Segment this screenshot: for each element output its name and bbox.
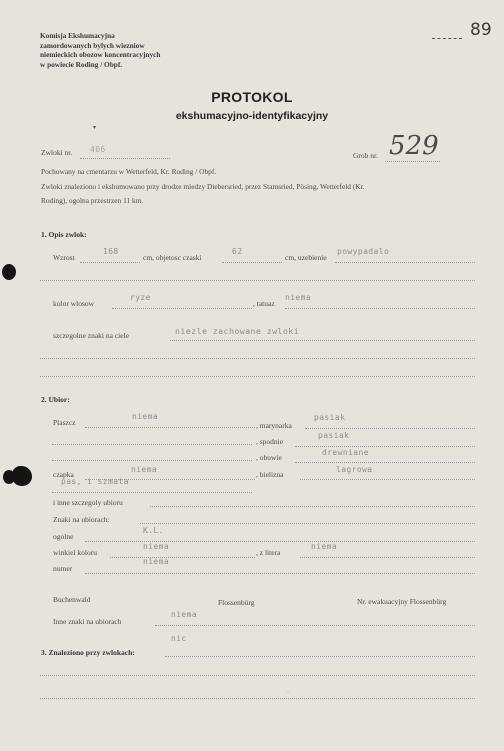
zwloki-value: 406 [90,145,106,154]
marynarka-value: pasiak [314,413,346,422]
small-mark: · [287,690,289,696]
header-line-3: niemieckich obozow koncentracyjnych [40,50,161,60]
page-number-dash [432,38,462,39]
punch-hole [2,264,16,280]
document-subtitle: ekshumacyjno-identyfikacyjny [175,110,329,122]
spodnie-label: , spodnie [256,437,284,446]
czaszka-line [222,262,282,263]
plaszcz-value: niema [132,412,159,421]
czapka-value: niema [131,465,158,474]
blank-line-1 [40,280,475,281]
bielizna-line [300,479,475,480]
inne-znaki-line [155,625,475,626]
plaszcz-line-2 [52,444,252,445]
znaleziono-value: nic [171,634,187,643]
marynarka-line [305,428,475,429]
section-1-heading: 1. Opis zwlok: [41,230,87,239]
wzrost-label: Wzrost [53,253,75,262]
znaki-ubior-label: Znaki na ubiorach: [53,515,110,524]
uzebienie-value: powypadalo [337,247,390,256]
grob-line [385,161,440,162]
page-number: 89 [470,20,492,40]
grob-label: Grob nr. [353,151,378,160]
winkiel-value: niema [143,542,170,551]
inne-ubior-label: i inne szczegoly ubioru [53,498,123,507]
ogolne-value: K.L. [143,526,164,535]
header-line-2: zamordowanych bylych wiezniow [40,40,145,50]
flossenburg-label: Flossenbürg [218,598,255,607]
found-location-text-1: Zwloki znaleziono i ekshumowano przy drodze miedzy Diebersried, przez Stamsried, Pösing, Wetterfeld (Kr. [41,182,365,191]
burial-location-text: Pochowany na cmentarzu w Wetterfeld, Kr. Roding / Obpf. [41,167,217,176]
ogolne-label: ogolne [53,532,74,541]
obuwie-label: , obuwie [256,453,282,462]
numer-value: niema [143,557,170,566]
znaki-line [170,340,475,341]
czapka-label: czapka [53,470,74,479]
litera-value: niema [311,542,338,551]
zwloki-label: Zwloki nr. [41,148,73,157]
inne-znaki-label: Inne znaki na ubiorach [53,617,122,626]
inne-ubior-line-2 [150,506,475,507]
litera-label: , z litera [256,548,281,557]
document-title: PROTOKOL [211,89,293,105]
obuwie-line [295,462,475,463]
kolor-label: kolor wlosow [53,299,95,308]
buchenwald-label: Buchenwald [53,595,91,604]
spodnie-line [295,446,475,447]
commission-header [40,31,160,69]
bielizna-label: , bielizna [256,470,284,479]
zwloki-line [80,158,170,159]
uzebienie-line [335,262,475,263]
wzrost-value: 168 [103,247,119,256]
uzebienie-label: cm, uzebienie [285,253,327,262]
found-location-text-2: Roding), ogolna przestrzen 11 km. [41,196,144,205]
blank-line-5 [40,698,475,699]
litera-line [300,557,475,558]
wzrost-line [80,262,140,263]
znaki-label: szczegolne znaki na ciele [53,331,129,340]
kolor-value: ryze [130,293,151,302]
section-2-heading: 2. Ubior: [41,395,70,404]
spodnie-value: pasiak [318,431,350,440]
bielizna-value: lagrowa [336,465,373,474]
winkiel-line [110,557,255,558]
blank-line-4 [40,675,475,676]
blank-line-3 [40,376,475,377]
plaszcz-label: Plaszcz [53,418,76,427]
marynarka-label: , marynarka [256,421,292,430]
punch-hole-2 [3,470,15,484]
section-3-heading: 3. Znaleziono przy zwlokach: [41,648,135,657]
inne-ubior-value: pas, i szmata [61,477,129,486]
grob-value: 529 [389,131,439,161]
czaszka-value: 62 [232,247,243,256]
header-line-1: Komisja Ekshumacyjna [40,31,115,40]
czaszka-label: cm, objetosc czaski [143,253,202,262]
plaszcz-line [85,427,255,428]
kolor-line [112,308,252,309]
tatuaz-value: niema [285,293,312,302]
numer-label: numer [53,564,73,573]
header-line-4: w powiecie Roding / Obpf. [40,59,123,69]
ewakuacyjny-label: Nr. ewakuacyjny Flossenbürg [357,597,447,606]
znaki-value: niezle zachowane zwloki [175,326,300,336]
znaleziono-line [165,656,475,657]
winkiel-label: winkiel koloru [53,548,97,557]
tatuaz-label: , tatuaz [253,299,275,308]
obuwie-value: drewniane [322,448,369,457]
tatuaz-line [285,308,475,309]
inne-ubior-line-1 [52,492,252,493]
tick-mark: ▾ [93,125,97,131]
plaszcz-line-3 [52,460,252,461]
numer-line [85,573,475,574]
ink-blot [12,466,32,486]
blank-line-2 [40,358,475,359]
znaki-ubior-line [140,523,475,524]
inne-znaki-value: niema [171,610,198,619]
